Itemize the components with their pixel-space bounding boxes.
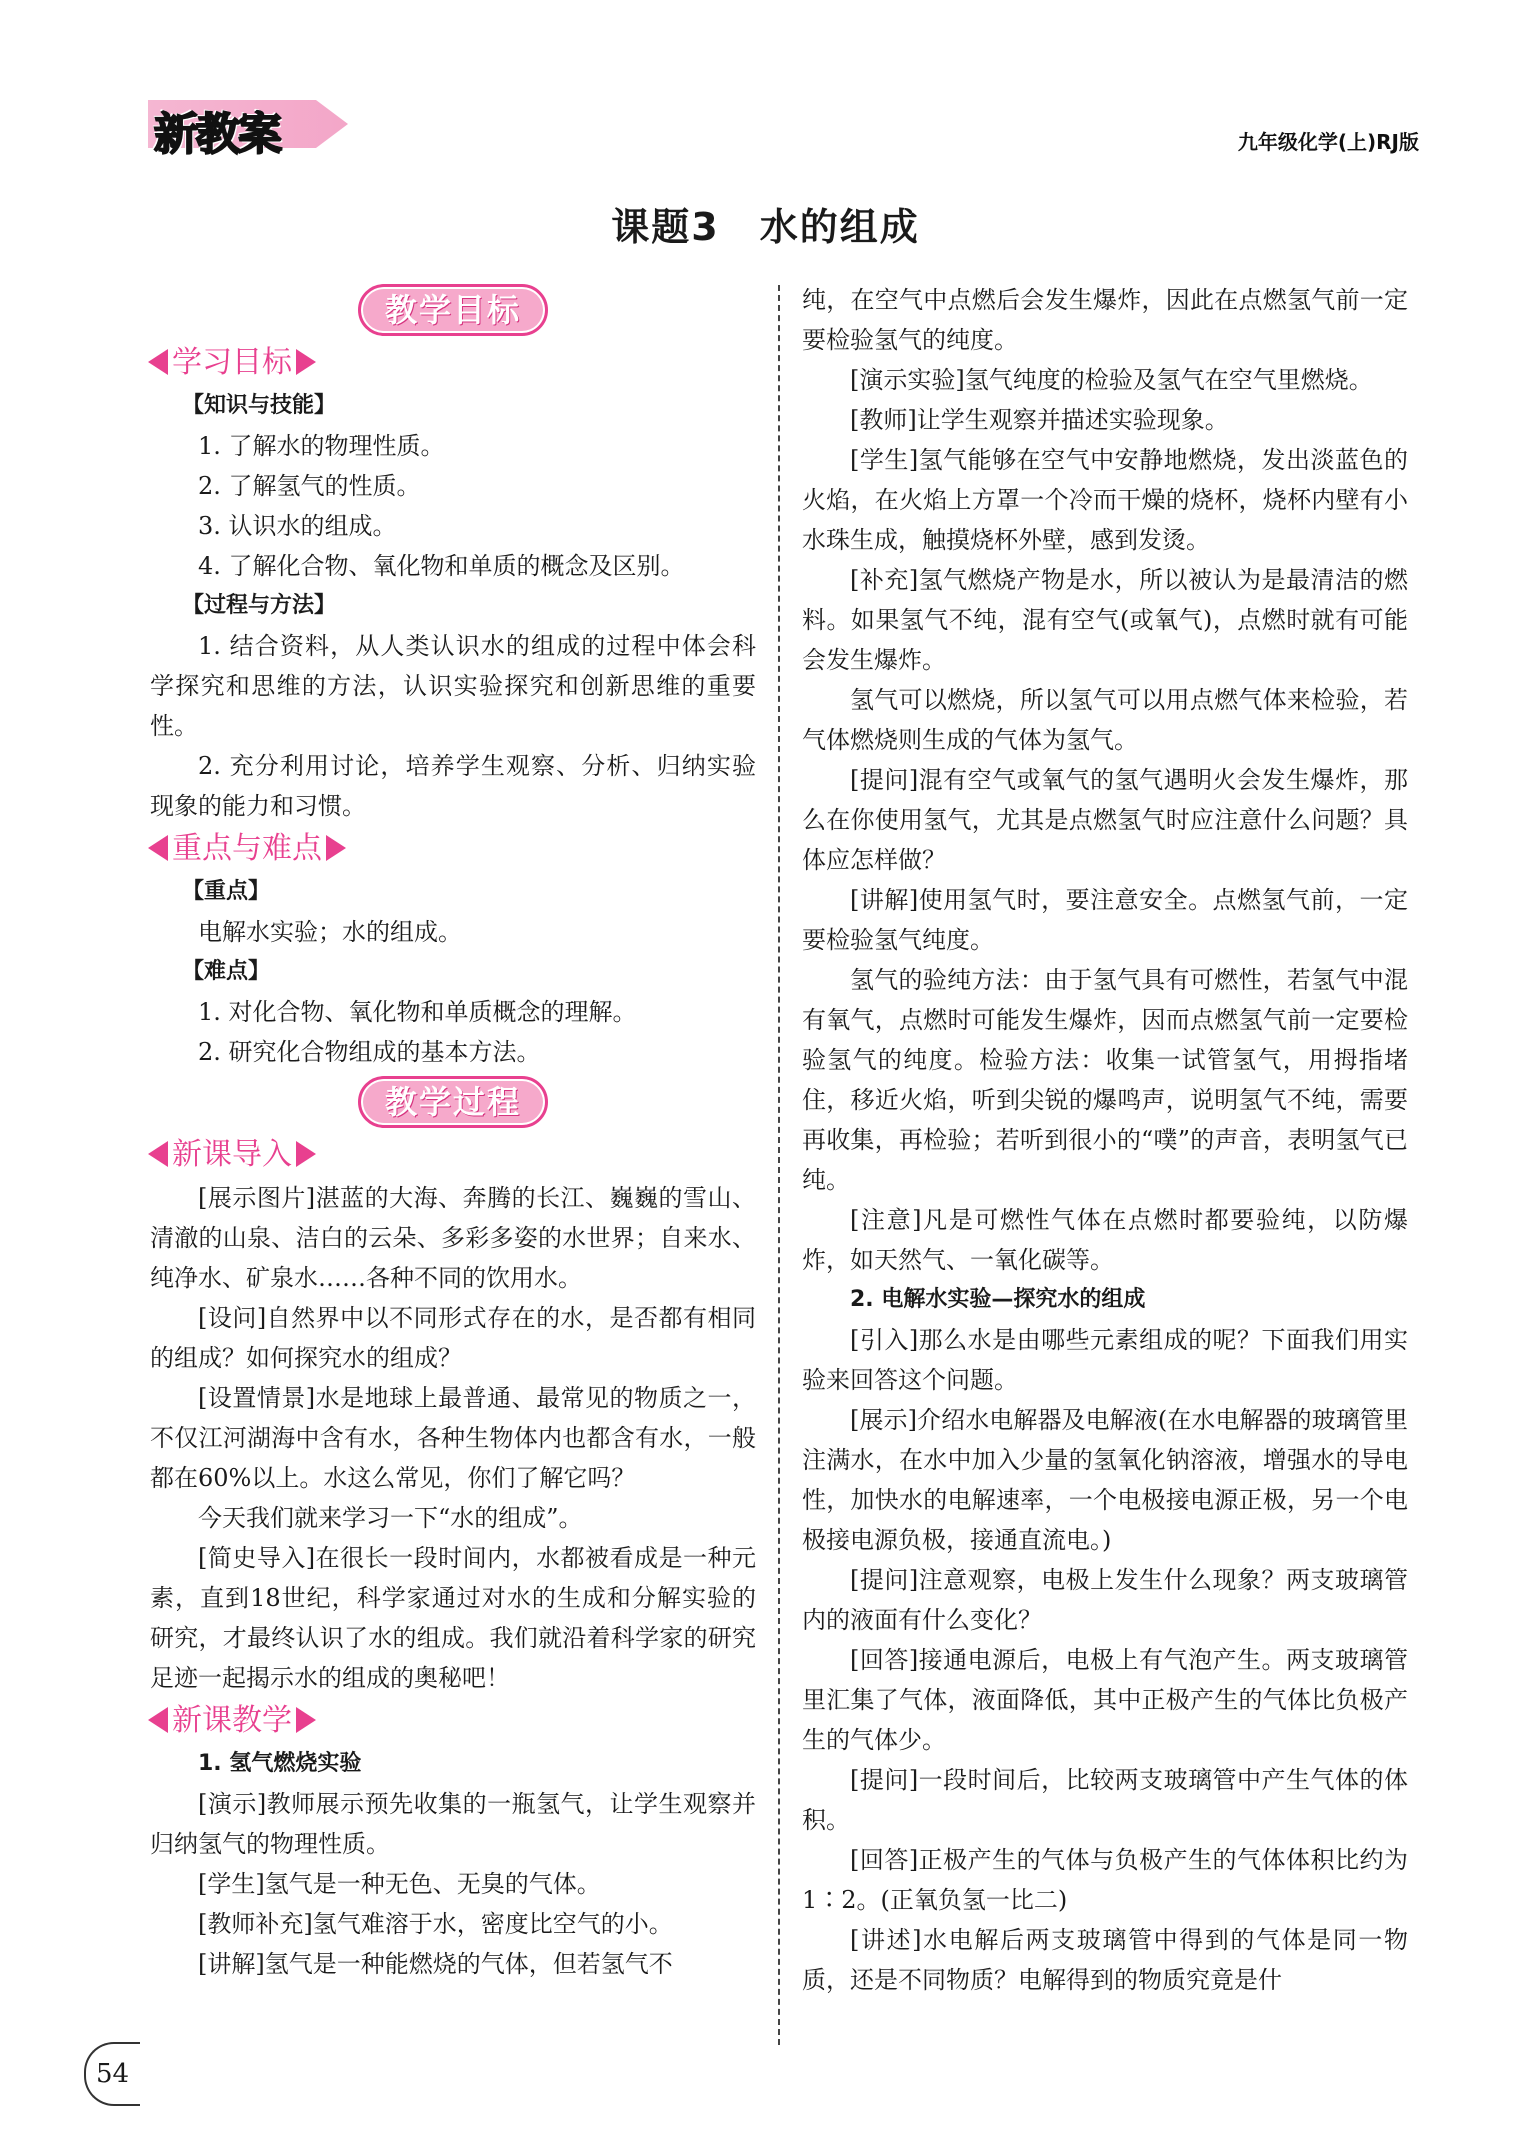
paragraph: [演示实验]氢气纯度的检验及氢气在空气里燃烧。	[850, 366, 1373, 394]
paragraph: [设置情景]水是地球上最普通、最常见的物质之一，不仅江河湖海中含有水，各种生物体内也都含有水，一般都在60%以上。水这么常见，你们了解它吗？	[150, 1384, 756, 1492]
paragraph: [展示图片]湛蓝的大海、奔腾的长江、巍巍的雪山、清澈的山泉、洁白的云朵、多彩多姿的水世界；自来水、纯净水、矿泉水……各种不同的饮用水。	[150, 1184, 756, 1292]
triangle-left-icon	[148, 349, 168, 375]
badge-teaching-process: 教学过程	[358, 1076, 548, 1128]
paragraph: 今天我们就来学习一下“水的组成”。	[198, 1504, 583, 1532]
subsection-electrolysis: 2. 电解水实验—探究水的组成	[850, 1287, 1146, 1312]
paragraph: 4. 了解化合物、氧化物和单质的概念及区别。	[198, 552, 685, 580]
page-number: 54	[84, 2042, 140, 2106]
triangle-left-icon	[148, 1141, 168, 1167]
paragraph: [补充]氢气燃烧产物是水，所以被认为是最清洁的燃料。如果氢气不纯，混有空气(或氧气)，点燃时就有可能会发生爆炸。	[802, 566, 1408, 674]
paragraph: [学生]氢气是一种无色、无臭的气体。	[198, 1870, 601, 1898]
paragraph: [注意]凡是可燃性气体在点燃时都要验纯，以防爆炸，如天然气、一氧化碳等。	[802, 1206, 1408, 1274]
subhead-knowledge: 【知识与技能】	[182, 393, 337, 418]
right-column	[802, 280, 1408, 2000]
paragraph: [引入]那么水是由哪些元素组成的呢？下面我们用实验来回答这个问题。	[802, 1326, 1408, 1394]
paragraph: 2. 了解氢气的性质。	[198, 472, 421, 500]
paragraph: [学生]氢气能够在空气中安静地燃烧，发出淡蓝色的火焰，在火焰上方罩一个冷而干燥的烧杯，烧杯内壁有小水珠生成，触摸烧杯外壁，感到发烫。	[802, 446, 1408, 554]
triangle-right-icon	[326, 835, 346, 861]
paragraph: [教师补充]氢气难溶于水，密度比空气的小。	[198, 1910, 673, 1938]
left-column	[150, 280, 756, 1984]
subhead-process: 【过程与方法】	[182, 593, 337, 618]
triangle-left-icon	[148, 835, 168, 861]
paragraph: 电解水实验；水的组成。	[198, 918, 462, 946]
paragraph: 2. 充分利用讨论，培养学生观察、分析、归纳实验现象的能力和习惯。	[150, 752, 756, 820]
paragraph: [展示]介绍水电解器及电解液(在水电解器的玻璃管里注满水，在水中加入少量的氢氧化钠溶液，增强水的导电性，加快水的电解速率，一个电极接电源正极，另一个电极接电源负极，接通直流电。)	[802, 1406, 1408, 1554]
lesson-title: 课题3 水的组成	[611, 205, 920, 249]
section-new-lesson-teaching	[148, 1700, 756, 1742]
section-label: 学习目标	[172, 345, 292, 380]
paragraph: [讲解]使用氢气时，要注意安全。点燃氢气前，一定要检验氢气纯度。	[802, 886, 1408, 954]
paragraph: [提问]一段时间后，比较两支玻璃管中产生气体的体积。	[802, 1766, 1408, 1834]
paragraph: [讲解]氢气是一种能燃烧的气体，但若氢气不	[198, 1950, 673, 1978]
logo-text: 新教案	[154, 109, 280, 160]
paragraph: [回答]接通电源后，电极上有气泡产生。两支玻璃管里汇集了气体，液面降低，其中正极产生的气体比负极产生的气体少。	[802, 1646, 1408, 1754]
subhead-key: 【重点】	[182, 879, 271, 904]
badge-teaching-goals: 教学目标	[358, 284, 548, 336]
section-label: 新课导入	[172, 1137, 292, 1172]
paragraph: 1. 对化合物、氧化物和单质概念的理解。	[198, 998, 637, 1026]
paragraph: [讲述]水电解后两支玻璃管中得到的气体是同一物质，还是不同物质？电解得到的物质究竟是什	[802, 1926, 1408, 1994]
paragraph: 纯，在空气中点燃后会发生爆炸，因此在点燃氢气前一定要检验氢气的纯度。	[802, 286, 1408, 354]
paragraph: [提问]注意观察，电极上发生什么现象？两支玻璃管内的液面有什么变化？	[802, 1566, 1408, 1634]
paragraph: 1. 结合资料，从人类认识水的组成的过程中体会科学探究和思维的方法，认识实验探究和创新思维的重要性。	[150, 632, 756, 740]
section-label: 重点与难点	[172, 831, 322, 866]
section-learning-goals	[148, 342, 756, 384]
triangle-right-icon	[296, 1707, 316, 1733]
triangle-left-icon	[148, 1707, 168, 1733]
paragraph: [演示]教师展示预先收集的一瓶氢气，让学生观察并归纳氢气的物理性质。	[150, 1790, 756, 1858]
paragraph: [简史导入]在很长一段时间内，水都被看成是一种元素，直到18世纪，科学家通过对水的生成和分解实验的研究，才最终认识了水的组成。我们就沿着科学家的研究足迹一起揭示水的组成的奥秘吧！	[150, 1544, 756, 1692]
paragraph: 1. 了解水的物理性质。	[198, 432, 445, 460]
section-key-difficult	[148, 828, 756, 870]
paragraph: [提问]混有空气或氧气的氢气遇明火会发生爆炸，那么在你使用氢气，尤其是点燃氢气时应注意什么问题？具体应怎样做？	[802, 766, 1408, 874]
paragraph: 3. 认识水的组成。	[198, 512, 397, 540]
subsection-hydrogen-burning: 1. 氢气燃烧实验	[198, 1751, 362, 1776]
paragraph: [教师]让学生观察并描述实验现象。	[850, 406, 1229, 434]
section-label: 新课教学	[172, 1703, 292, 1738]
series-logo	[148, 94, 348, 160]
paragraph: [设问]自然界中以不同形式存在的水，是否都有相同的组成？如何探究水的组成？	[150, 1304, 756, 1372]
paragraph: 2. 研究化合物组成的基本方法。	[198, 1038, 541, 1066]
paragraph: 氢气可以燃烧，所以氢气可以用点燃气体来检验，若气体燃烧则生成的气体为氢气。	[802, 686, 1408, 754]
column-divider	[778, 285, 780, 2045]
grade-edition-label: 九年级化学(上)RJ版	[1237, 130, 1419, 154]
paragraph: 氢气的验纯方法：由于氢气具有可燃性，若氢气中混有氧气，点燃时可能发生爆炸，因而点燃氢气前一定要检验氢气的纯度。检验方法：收集一试管氢气，用拇指堵住，移近火焰，听到尖锐的爆鸣声，说明氢气不纯，需要再收集，再检验；若听到很小的“噗”的声音，表明氢气已纯。	[802, 966, 1408, 1194]
section-new-lesson-intro	[148, 1134, 756, 1176]
triangle-right-icon	[296, 1141, 316, 1167]
subhead-difficult: 【难点】	[182, 959, 271, 984]
paragraph: [回答]正极产生的气体与负极产生的气体体积比约为1∶2。(正氧负氢一比二)	[802, 1846, 1408, 1914]
triangle-right-icon	[296, 349, 316, 375]
